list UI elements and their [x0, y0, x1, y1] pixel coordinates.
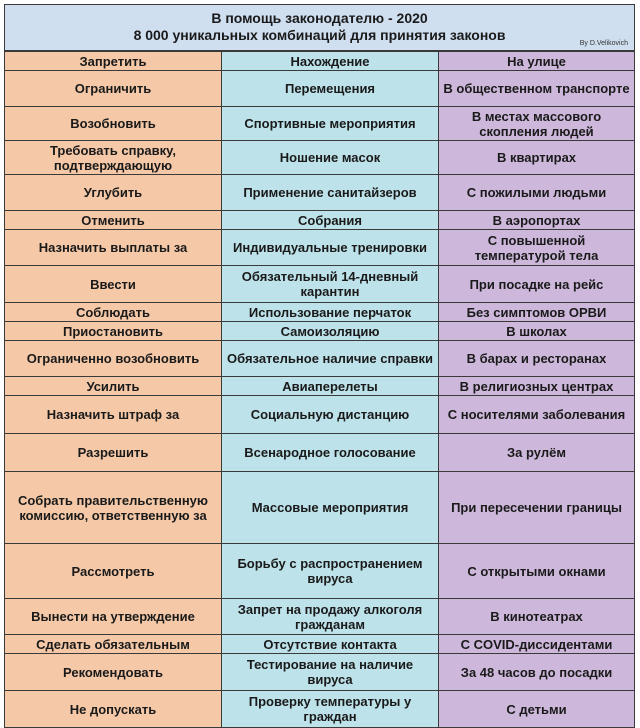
subject-cell: Использование перчаток [222, 303, 439, 322]
combinations-table [4, 51, 635, 728]
table-row [5, 654, 635, 691]
table-row [5, 396, 635, 434]
place-cell: Без симптомов ОРВИ [439, 303, 635, 322]
action-cell: Запретить [5, 52, 222, 71]
place-cell: На улице [439, 52, 635, 71]
table-row [5, 434, 635, 472]
subject-cell: Запрет на продажу алкоголя гражданам [222, 599, 439, 635]
subject-cell: Индивидуальные тренировки [222, 230, 439, 266]
title-line-1: В помощь законодателю - 2020 [211, 10, 428, 26]
place-cell: При пересечении границы [439, 472, 635, 544]
action-cell: Ограничить [5, 71, 222, 107]
action-cell: Углубить [5, 175, 222, 211]
place-cell: При посадке на рейс [439, 266, 635, 303]
place-cell: За 48 часов до посадки [439, 654, 635, 691]
action-cell: Возобновить [5, 107, 222, 141]
subject-cell: Спортивные мероприятия [222, 107, 439, 141]
action-cell: Ввести [5, 266, 222, 303]
place-cell: С носителями заболевания [439, 396, 635, 434]
action-cell: Приостановить [5, 322, 222, 341]
action-cell: Назначить штраф за [5, 396, 222, 434]
place-cell: С COVID-диссидентами [439, 635, 635, 654]
table-row [5, 472, 635, 544]
table-row [5, 107, 635, 141]
subject-cell: Применение санитайзеров [222, 175, 439, 211]
subject-cell: Тестирование на наличие вируса [222, 654, 439, 691]
place-cell: С пожилыми людьми [439, 175, 635, 211]
subject-cell: Борьбу с распространением вируса [222, 544, 439, 599]
table-row [5, 599, 635, 635]
subject-cell: Проверку температуры у граждан [222, 691, 439, 728]
place-cell: В школах [439, 322, 635, 341]
header-banner [4, 4, 635, 51]
table-row [5, 341, 635, 377]
table-row [5, 303, 635, 322]
table-row [5, 635, 635, 654]
action-cell: Разрешить [5, 434, 222, 472]
place-cell: В аэропортах [439, 211, 635, 230]
table-row [5, 175, 635, 211]
table-row [5, 71, 635, 107]
action-cell: Отменить [5, 211, 222, 230]
subject-cell: Всенародное голосование [222, 434, 439, 472]
action-cell: Сделать обязательным [5, 635, 222, 654]
subject-cell: Ношение масок [222, 141, 439, 175]
subject-cell: Обязательное наличие справки [222, 341, 439, 377]
action-cell: Усилить [5, 377, 222, 396]
subject-cell: Отсутствие контакта [222, 635, 439, 654]
table-row [5, 211, 635, 230]
action-cell: Рассмотреть [5, 544, 222, 599]
title-line-2: 8 000 уникальных комбинаций для принятия законов [133, 27, 506, 43]
subject-cell: Перемещения [222, 71, 439, 107]
subject-cell: Массовые мероприятия [222, 472, 439, 544]
action-cell: Собрать правительственную комиссию, ответственную за [5, 472, 222, 544]
table-row [5, 266, 635, 303]
subject-cell: Социальную дистанцию [222, 396, 439, 434]
place-cell: В кинотеатрах [439, 599, 635, 635]
place-cell: За рулём [439, 434, 635, 472]
action-cell: Ограниченно возобновить [5, 341, 222, 377]
subject-cell: Авиаперелеты [222, 377, 439, 396]
place-cell: В квартирах [439, 141, 635, 175]
place-cell: В религиозных центрах [439, 377, 635, 396]
action-cell: Рекомендовать [5, 654, 222, 691]
table-row [5, 52, 635, 71]
author-credit: By D.Velikovich [579, 40, 628, 47]
table-row [5, 377, 635, 396]
action-cell: Назначить выплаты за [5, 230, 222, 266]
table-row [5, 544, 635, 599]
table-row [5, 230, 635, 266]
subject-cell: Самоизоляцию [222, 322, 439, 341]
action-cell: Соблюдать [5, 303, 222, 322]
place-cell: В местах массового скопления людей [439, 107, 635, 141]
action-cell: Не допускать [5, 691, 222, 728]
table-row [5, 691, 635, 728]
table-row [5, 141, 635, 175]
place-cell: С открытыми окнами [439, 544, 635, 599]
place-cell: В барах и ресторанах [439, 341, 635, 377]
action-cell: Вынести на утверждение [5, 599, 222, 635]
action-cell: Требовать справку, подтверждающую [5, 141, 222, 175]
table-row [5, 322, 635, 341]
combination-sheet [4, 4, 635, 724]
place-cell: С детьми [439, 691, 635, 728]
subject-cell: Нахождение [222, 52, 439, 71]
place-cell: С повышенной температурой тела [439, 230, 635, 266]
place-cell: В общественном транспорте [439, 71, 635, 107]
subject-cell: Обязательный 14-дневный карантин [222, 266, 439, 303]
subject-cell: Собрания [222, 211, 439, 230]
